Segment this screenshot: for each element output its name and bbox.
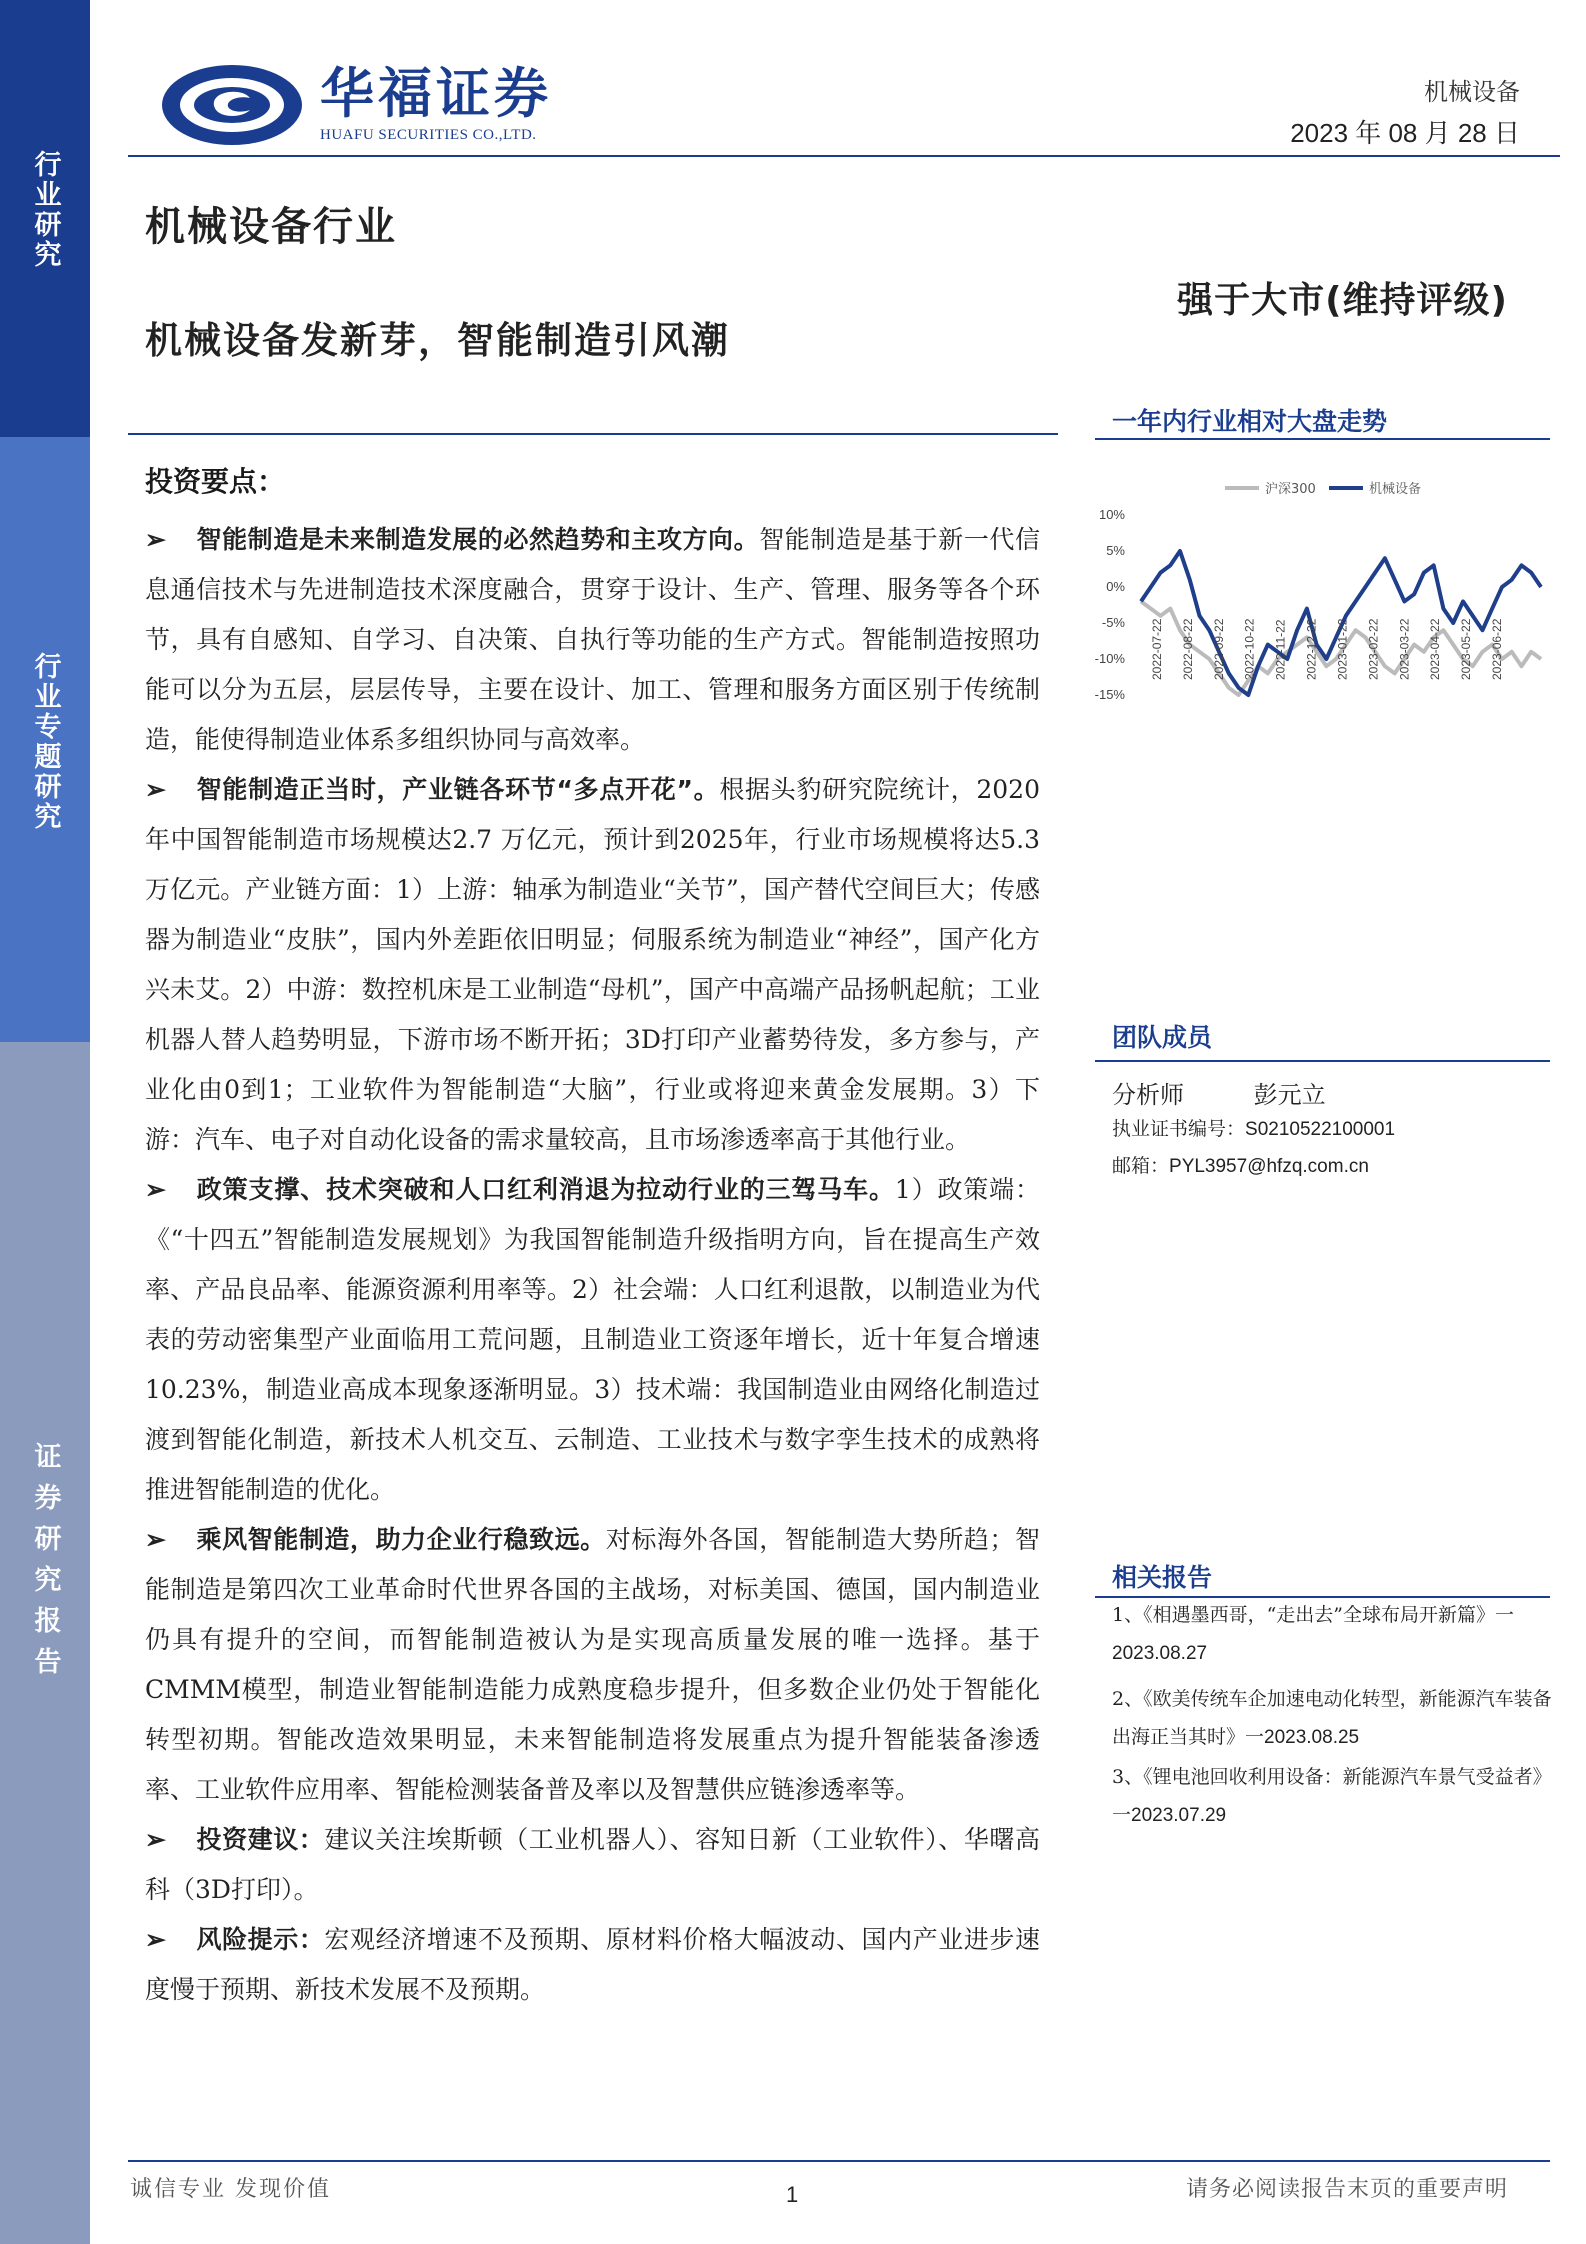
section-heading: 投资要点： [145, 465, 286, 498]
related-report-date: 2023.08.27 [1112, 1643, 1208, 1664]
footer-disclaimer: 请务必阅读报告末页的重要声明 [1185, 2177, 1508, 2202]
team-title-divider [1095, 1060, 1550, 1062]
footer-divider [128, 2160, 1550, 2162]
y-tick-label: -15% [1095, 687, 1125, 702]
relative-trend-chart [1095, 470, 1555, 720]
sidebar-band-label: 行业专题研究 [29, 652, 61, 832]
page-number: 1 [786, 2182, 799, 2207]
trend-chart-svg [1095, 470, 1555, 720]
summary-point [145, 1815, 1040, 1915]
bullet-arrow-icon: ➢ [145, 525, 166, 554]
point-text: 建议关注埃斯顿（工业机器人）、容知日新（工业软件）、华曙高科（3D打印）。 [145, 1825, 1040, 1904]
related-report-date: 2023.07.29 [1131, 1805, 1227, 1826]
related-report-item[interactable] [1112, 1758, 1552, 1835]
point-text: 对标海外各国，智能制造大势所趋；智能制造是第四次工业革命时代世界各国的主战场，对标美国、德国，国内制造业仍具有提升的空间，而智能制造被认为是实现高质量发展的唯一选择。基于CMMM模型，制造业智能制造能力成熟度稳步提升，但多数企业仍处于智能化转型初期。智能改造效果明显，未来智能制造将发展重点为提升智能装备渗透率、工业软件应用率、智能检测装备普及率以及智慧供应链渗透率等。 [145, 1525, 1040, 1804]
point-text: 宏观经济增速不及预期、原材料价格大幅波动、国内产业进步速度慢于预期、新技术发展不及预期。 [145, 1925, 1040, 2004]
point-text: 1）政策端：《“十四五”智能制造发展规划》为我国智能制造升级指明方向，旨在提高生产效率、产品良品率、能源资源利用率等。2）社会端：人口红利退散，以制造业为代表的劳动密集型产业面临用工荒问题，且制造业工资逐年增长，近十年复合增速10.23%，制造业高成本现象逐渐明显。3）技术端：我国制造业由网络化制造过渡到智能化制造，新技术人机交互、云制造、工业技术与数字孪生技术的成熟将推进智能制造的优化。 [145, 1175, 1040, 1504]
related-report-text: 3、《锂电池回收利用设备：新能源汽车景气受益者》一 [1112, 1766, 1552, 1826]
analyst-row [1112, 1075, 1326, 1110]
report-subtitle: 机械设备发新芽，智能制造引风潮 [145, 319, 730, 362]
y-tick-label: -10% [1095, 651, 1125, 666]
logo-wordmark-en: HUAFU SECURITIES CO.,LTD. [320, 126, 537, 143]
point-text: 智能制造是基于新一代信息通信技术与先进制造技术深度融合，贯穿于设计、生产、管理、服务等各个环节，具有自感知、自学习、自决策、自执行等功能的生产方式。智能制造按照功能可以分为五层，层层传导，主要在设计、加工、管理和服务方面区别于传统制造，能使得制造业体系多组织协同与高效率。 [145, 525, 1040, 754]
related-report-item[interactable] [1112, 1680, 1552, 1757]
huafu-logo-icon [160, 60, 310, 150]
rating-label: 强于大市(维持评级) [1177, 280, 1508, 321]
summary-point [145, 515, 1040, 765]
x-tick-label: 2022-10-22 [1242, 618, 1257, 680]
sidebar-band-securities-report [0, 1042, 90, 2244]
x-tick-label: 2022-08-22 [1180, 618, 1195, 680]
header-industry: 机械设备 [1424, 78, 1520, 106]
trend-title-divider [1095, 438, 1550, 440]
analyst-label: 分析师 [1112, 1081, 1184, 1109]
x-tick-label: 2022-09-22 [1211, 618, 1226, 680]
x-tick-label: 2023-06-22 [1490, 618, 1504, 680]
x-tick-label: 2022-07-22 [1150, 618, 1164, 680]
bullet-arrow-icon: ➢ [145, 775, 166, 804]
x-tick-label: 2022-11-22 [1273, 619, 1288, 680]
related-report-item[interactable] [1112, 1596, 1552, 1673]
y-tick-label: 10% [1098, 507, 1125, 522]
analyst-name: 彭元立 [1253, 1081, 1326, 1109]
x-tick-label: 2022-12-22 [1304, 618, 1319, 680]
sidebar-band-industry-research [0, 0, 90, 437]
point-lead: 智能制造是未来制造发展的必然趋势和主攻方向。 [195, 525, 760, 554]
x-tick-label: 2023-02-22 [1366, 618, 1381, 680]
sidebar-band-label: 证券研究报告 [29, 1442, 61, 1688]
summary-point [145, 1165, 1040, 1515]
bullet-arrow-icon: ➢ [145, 1925, 166, 1954]
point-lead: 乘风智能制造，助力企业行稳致远。 [195, 1525, 606, 1554]
point-lead: 智能制造正当时，产业链各环节“多点开花”。 [195, 775, 720, 804]
cert-row [1112, 1114, 1395, 1141]
y-tick-label: 0% [1106, 579, 1125, 594]
y-tick-label: 5% [1106, 543, 1125, 558]
x-tick-label: 2023-05-22 [1459, 618, 1474, 680]
email-address[interactable]: PYL3957@hfzq.com.cn [1169, 1156, 1369, 1177]
point-lead: 风险提示： [195, 1925, 325, 1954]
investment-summary [145, 515, 1040, 2015]
y-tick-label: -5% [1101, 615, 1125, 630]
sidebar-band-topic-research [0, 437, 90, 1042]
header-divider [128, 155, 1560, 157]
summary-point [145, 1515, 1040, 1815]
related-report-date: 2023.08.25 [1264, 1727, 1360, 1748]
x-tick-label: 2023-04-22 [1428, 618, 1443, 680]
email-label: 邮箱： [1112, 1155, 1170, 1177]
x-tick-label: 2023-03-22 [1397, 618, 1412, 680]
team-title: 团队成员 [1112, 1023, 1213, 1052]
logo-wordmark-cn: 华福证券 [320, 61, 552, 125]
bullet-arrow-icon: ➢ [145, 1175, 166, 1204]
bullet-arrow-icon: ➢ [145, 1825, 166, 1854]
cert-number: S0210522100001 [1245, 1119, 1396, 1140]
main-divider [128, 433, 1058, 435]
cert-label: 执业证书编号： [1112, 1118, 1246, 1140]
email-row [1112, 1151, 1369, 1178]
page-title: 机械设备行业 [145, 204, 397, 250]
point-lead: 投资建议： [195, 1825, 325, 1854]
point-text: 根据头豹研究院统计，2020年中国智能制造市场规模达2.7 万亿元，预计到2025年，行业市场规模将达5.3 万亿元。产业链方面：1）上游：轴承为制造业“关节”，国产替代空间巨大；传感器为制造业“皮肤”，国内外差距依旧明显；伺服系统为制造业“神经”，国产化方兴未艾。2）中游：数控机床是工业制造“母机”，国产中高端产品扬帆起航；工业机器人替人趋势明显，下游市场不断开拓；3D打印产业蓄势待发，多方参与，产业化由0到1；工业软件为智能制造“大脑”，行业或将迎来黄金发展期。3）下游：汽车、电子对自动化设备的需求量较高，且市场渗透率高于其他行业。 [145, 775, 1040, 1154]
legend-label: 机械设备 [1369, 482, 1422, 497]
related-report-text: 2、《欧美传统车企加速电动化转型，新能源汽车装备出海正当其时》一 [1112, 1688, 1552, 1748]
sidebar-band-label: 行业研究 [29, 150, 61, 270]
trend-chart-title: 一年内行业相对大盘走势 [1112, 407, 1388, 436]
report-date: 2023 年 08 月 28 日 [1290, 118, 1520, 148]
footer-slogan: 诚信专业 发现价值 [130, 2177, 331, 2202]
point-lead: 政策支撑、技术突破和人口红利消退为拉动行业的三驾马车。 [195, 1175, 895, 1204]
summary-point [145, 1915, 1040, 2015]
x-tick-label: 2023-01-22 [1335, 618, 1350, 680]
summary-point [145, 765, 1040, 1165]
related-report-text: 1、《相遇墨西哥，“走出去”全球布局开新篇》一 [1112, 1604, 1515, 1626]
bullet-arrow-icon: ➢ [145, 1525, 166, 1554]
company-logo [160, 60, 552, 150]
legend-label: 沪深300 [1265, 482, 1316, 497]
related-reports-title: 相关报告 [1112, 1563, 1213, 1592]
